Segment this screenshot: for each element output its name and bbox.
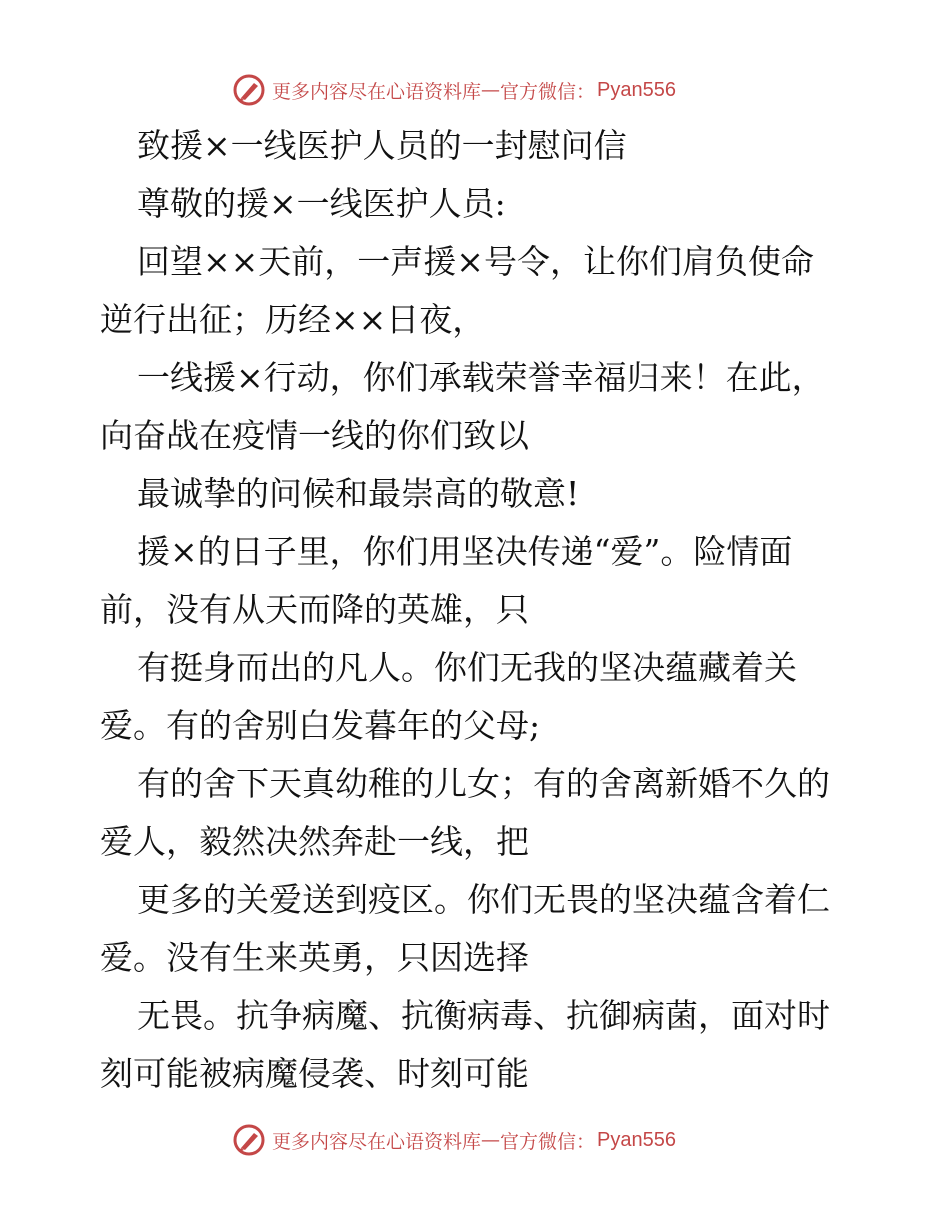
text-line: 有挺身而出的凡人。你们无我的坚决蕴藏着关 (137, 648, 797, 687)
pen-logo-icon (232, 1123, 266, 1157)
pen-logo-icon (232, 73, 266, 107)
header-banner (232, 72, 752, 108)
banner-wechat-id: Pyan556 (597, 1128, 676, 1151)
banner-separator: — (481, 79, 501, 101)
text-line: 最诚挚的问候和最崇高的敬意! (137, 474, 580, 513)
banner-main-text: 更多内容尽在心语资料库 (272, 80, 482, 103)
text-line: 爱。有的舍别白发暮年的父母; (100, 706, 541, 745)
letter-title: 致援×一线医护人员的一封慰问信 (137, 126, 627, 165)
text-line: 刻可能被病魔侵袭、时刻可能 (100, 1054, 529, 1093)
footer-banner (232, 1122, 752, 1158)
text-line: 更多的关爱送到疫区。你们无畏的坚决蕴含着仁 (137, 880, 830, 919)
banner-separator: — (481, 1129, 501, 1151)
text-line: 逆行出征；历经××日夜， (100, 300, 486, 339)
text-line: 向奋战在疫情一线的你们致以 (100, 416, 529, 455)
banner-wechat-id: Pyan556 (597, 78, 676, 101)
banner-main-text: 更多内容尽在心语资料库 (272, 1130, 482, 1153)
banner-wechat-label: 官方微信： (500, 1130, 596, 1153)
banner-wechat-label: 官方微信： (500, 80, 596, 103)
text-line: 爱人，毅然决然奔赴一线，把 (100, 822, 529, 861)
text-line: 无畏。抗争病魔、抗衡病毒、抗御病菌，面对时 (137, 996, 830, 1035)
text-line: 一线援×行动，你们承载荣誉幸福归来！在此， (137, 358, 825, 397)
text-line: 回望××天前，一声援×号令，让你们肩负使命 (137, 242, 814, 281)
text-line: 爱。没有生来英勇，只因选择 (100, 938, 529, 977)
text-line: 援×的日子里，你们用坚决传递“爱”。险情面 (137, 532, 793, 571)
letter-salutation: 尊敬的援×一线医护人员: (137, 184, 506, 223)
text-line: 前，没有从天而降的英雄，只 (100, 590, 529, 629)
text-line: 有的舍下天真幼稚的儿女；有的舍离新婚不久的 (137, 764, 830, 803)
